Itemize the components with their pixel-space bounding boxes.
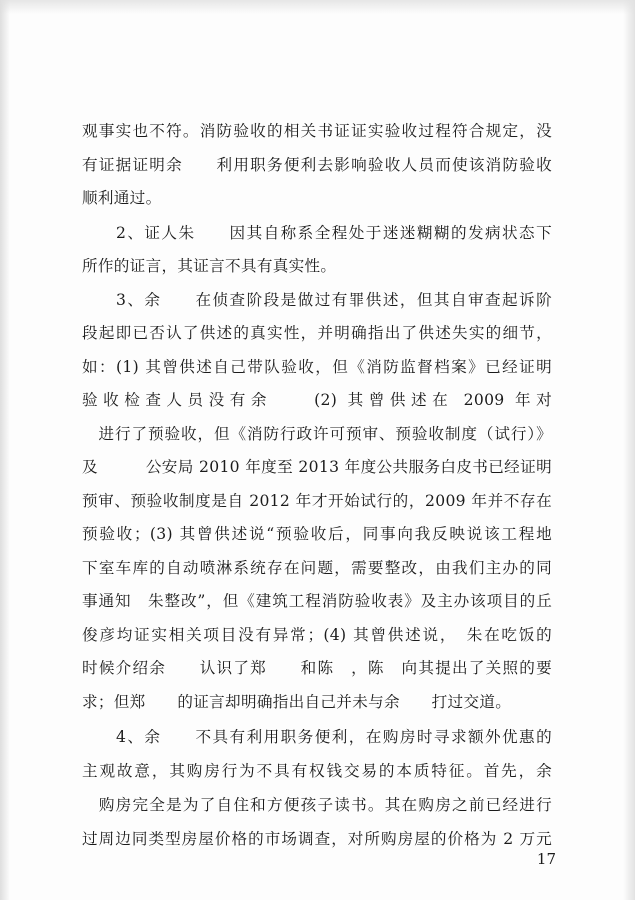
page-number: 17	[536, 850, 556, 868]
text-line: 3、余 在侦查阶段是做过有罪供述，但其自审查起诉阶	[116, 291, 552, 309]
text-line: 进行了预验收，但《消防行政许可预审、预验收制度（试行）》	[82, 425, 552, 443]
scan-shadow-right	[623, 0, 635, 900]
text-line: 及 公安局 2010 年度至 2013 年度公共服务白皮书已经证明	[82, 458, 552, 476]
text-line: 预验收；(3) 其曾供述说“预验收后，同事向我反映说该工程地	[82, 525, 552, 543]
text-line: 4、余 不具有利用职务便利，在购房时寻求额外优惠的	[116, 728, 552, 746]
text-line: 有证据证明余 利用职务便利去影响验收人员而使该消防验收	[82, 156, 552, 174]
text-line: 主观故意，其购房行为不具有权钱交易的本质特征。首先，余	[82, 762, 552, 780]
text-line: 段起即已否认了供述的真实性，并明确指出了供述失实的细节，	[82, 324, 552, 342]
text-line: 俊彦均证实相关项目没有异常；(4) 其曾供述说， 朱在吃饭的	[82, 626, 552, 644]
scan-shadow-top	[0, 0, 635, 14]
text-line: 预审、预验收制度是自 2012 年才开始试行的，2009 年并不存在	[82, 492, 552, 510]
text-line: 事通知 朱整改”，但《建筑工程消防验收表》及主办该项目的丘	[82, 592, 552, 610]
text-line: 下室车库的自动喷淋系统存在问题，需要整改，由我们主办的同	[82, 559, 552, 577]
text-line: 观事实也不符。消防验收的相关书证证实验收过程符合规定，没	[82, 122, 552, 140]
scan-shadow-left	[0, 0, 10, 900]
text-line: 顺利通过。	[82, 189, 162, 207]
text-line: 如：(1) 其曾供述自己带队验收，但《消防监督档案》已经证明	[82, 358, 552, 376]
text-line: 验收检查人员没有余 (2) 其曾供述在 2009 年对	[82, 391, 552, 409]
text-line: 购房完全是为了自住和方便孩子读书。其在购房之前已经进行	[82, 796, 552, 814]
text-line: 时候介绍余 认识了郑 和陈 ，陈 向其提出了关照的要	[82, 659, 552, 677]
text-line: 所作的证言，其证言不具有真实性。	[82, 257, 337, 275]
text-line: 求；但郑 的证言却明确指出自己并未与余 打过交道。	[82, 693, 512, 711]
text-line: 2、证人朱 因其自称系全程处于迷迷糊糊的发病状态下	[116, 224, 552, 242]
text-line: 过周边同类型房屋价格的市场调查，对所购房屋的价格为 2 万元	[82, 830, 552, 848]
